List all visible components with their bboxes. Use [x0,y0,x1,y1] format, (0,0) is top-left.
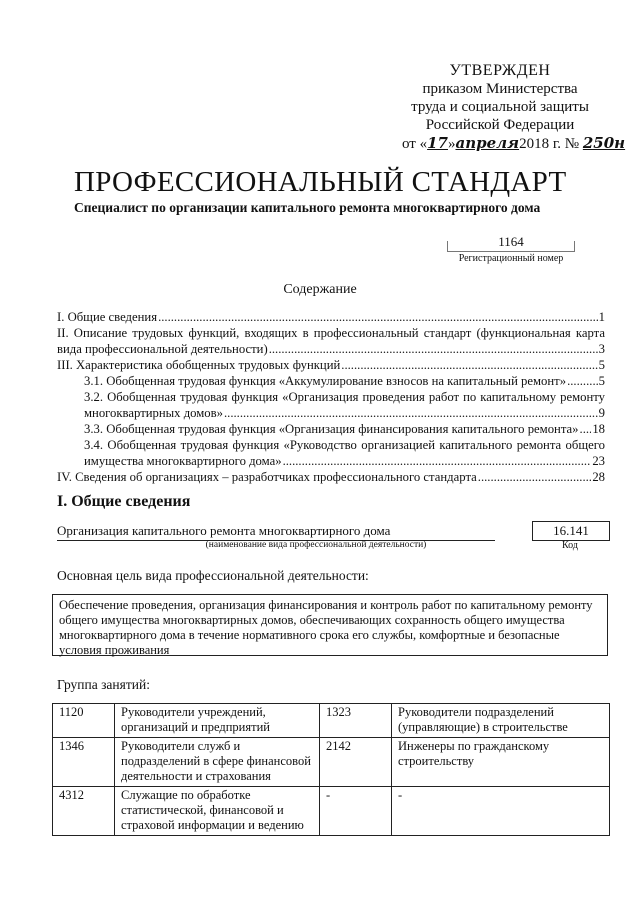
toc-item-text: имущества многоквартирного дома» [84,454,282,468]
toc-title: Содержание [283,282,357,297]
toc-item-page: 28 [592,470,605,484]
toc-item-text: 3.2. Обобщенная трудовая функция «Организация проведения работ по капитальному ремонту [84,390,605,404]
table-of-contents [57,309,605,485]
toc-item-text: IV. Сведения об организациях – разработчиках профессионального стандарта [57,470,477,484]
table-cell: Руководители подразделений (управляющие) в строительстве [392,704,610,738]
toc-item-page: 18 [592,422,605,436]
toc-item-text: 3.3. Обобщенная трудовая функция «Организация финансирования капитального ремонта» [84,422,579,436]
order-number: 250н [582,134,626,152]
toc-item-text: 3.4. Обобщенная трудовая функция «Руководство организацией капитального ремонта общего [84,438,605,452]
toc-item[interactable] [57,373,605,389]
table-cell: Служащие по обработке статистической, финансовой и страховой информации и ведению [115,787,320,836]
table-cell: 2142 [320,738,392,787]
date-prefix: от « [402,136,428,152]
activity-label: (наименование вида профессиональной деятельности) [205,540,427,550]
toc-item[interactable] [57,437,605,469]
table-cell: Руководители учреждений, организаций и предприятий [115,704,320,738]
code-label: Код [562,540,578,551]
toc-item-page: 23 [592,454,605,468]
table-row [53,738,610,787]
occupation-table [52,703,610,836]
toc-item-page: 5 [598,374,605,388]
occupation-group-label: Группа занятий: [57,677,150,692]
table-cell: Руководители служб и подразделений в сфере финансовой деятельности и страхования [115,738,320,787]
activity-code: 16.141 [532,521,610,541]
table-row [53,704,610,738]
toc-item-text: вида профессиональной деятельности) [57,342,268,356]
toc-item[interactable] [57,469,605,485]
toc-item-text: III. Характеристика обобщенных трудовых функций [57,358,341,372]
registration-number: 1164 [498,234,524,249]
date-month: апреля [455,134,520,152]
toc-item-page: 1 [598,310,605,324]
approval-block [380,62,626,153]
table-cell: - [320,787,392,836]
document-subtitle: Специалист по организации капитального ремонта многоквартирного дома [74,200,541,215]
date-mid: » [447,136,456,152]
date-day: 17 [427,134,448,152]
table-cell: 1120 [53,704,115,738]
toc-item-text: многоквартирных домов» [84,406,223,420]
toc-item-page: 9 [598,406,605,420]
toc-item-text: 3.1. Обобщенная трудовая функция «Аккумулирование взносов на капитальный ремонт» [84,374,567,388]
approval-line: приказом Министерства [422,81,578,97]
table-cell: - [392,787,610,836]
table-cell: Инженеры по гражданскому строительству [392,738,610,787]
toc-item[interactable] [57,421,605,437]
goal-label: Основная цель вида профессиональной деятельности: [57,568,369,583]
table-cell: 1346 [53,738,115,787]
table-cell: 1323 [320,704,392,738]
toc-item-page: 5 [598,358,605,372]
toc-item[interactable] [57,325,605,357]
approval-line: труда и социальной защиты [411,99,589,115]
section-heading: I. Общие сведения [57,493,191,510]
approval-date-line [380,134,626,153]
toc-item[interactable] [57,389,605,421]
toc-item-text: I. Общие сведения [57,310,158,324]
activity-name: Организация капитального ремонта многоквартирного дома [57,523,495,541]
document-title: ПРОФЕССИОНАЛЬНЫЙ СТАНДАРТ [74,166,567,198]
goal-text: Обеспечение проведения, организация финансирования и контроль работ по капитальному ремонту общего имущества многоквартирных домов, обеспечивающих сохранность общего имущества многоквартирного дома в течение нормативного срока его службы, комфортные и безопасные условия проживания [52,594,608,656]
date-year: 2018 г. № [519,136,580,152]
toc-item-page: 3 [598,342,605,356]
registration-label: Регистрационный номер [458,253,564,264]
table-cell: 4312 [53,787,115,836]
approval-title: УТВЕРЖДЕН [449,62,551,79]
toc-item[interactable] [57,357,605,373]
toc-item[interactable] [57,309,605,325]
approval-line: Российской Федерации [425,117,575,133]
toc-item-text: II. Описание трудовых функций, входящих в профессиональный стандарт (функциональная карта [57,326,605,340]
registration-number-box [447,231,575,252]
table-row [53,787,610,836]
